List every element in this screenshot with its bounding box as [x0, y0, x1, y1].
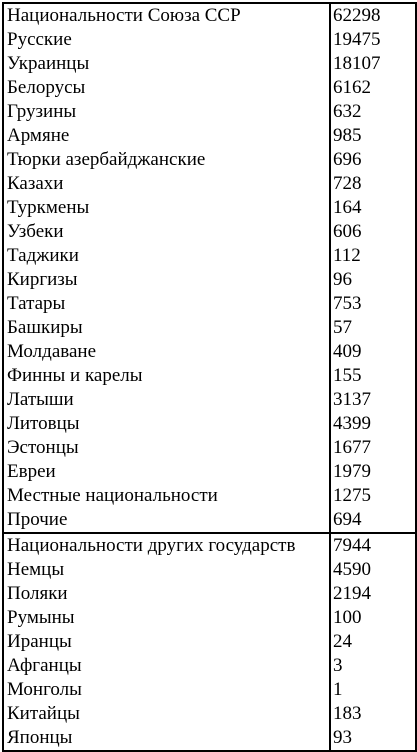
table-row [3, 388, 416, 412]
nationality-name: Узбеки [3, 220, 330, 244]
table-row [3, 606, 416, 630]
nationality-name: Китайцы [3, 702, 330, 726]
nationality-count: 1275 [330, 484, 416, 508]
table-row [3, 364, 416, 388]
nationality-name: Армяне [3, 124, 330, 148]
nationality-name: Казахи [3, 172, 330, 196]
nationality-name: Киргизы [3, 268, 330, 292]
nationality-count: 100 [330, 606, 416, 630]
nationality-count: 93 [330, 726, 416, 751]
nationality-count: 409 [330, 340, 416, 364]
nationality-count: 19475 [330, 28, 416, 52]
group-name: Национальности других государств [3, 533, 330, 558]
nationality-name: Татары [3, 292, 330, 316]
group-header-row [3, 3, 416, 28]
nationality-count: 4590 [330, 558, 416, 582]
nationality-count: 24 [330, 630, 416, 654]
nationality-count: 696 [330, 148, 416, 172]
nationality-name: Афганцы [3, 654, 330, 678]
nationality-count: 1677 [330, 436, 416, 460]
nationality-count: 4399 [330, 412, 416, 436]
table-row [3, 316, 416, 340]
nationality-count: 753 [330, 292, 416, 316]
group-header-row [3, 533, 416, 558]
nationality-count: 183 [330, 702, 416, 726]
nationality-count: 57 [330, 316, 416, 340]
nationality-count: 606 [330, 220, 416, 244]
nationality-name: Украинцы [3, 52, 330, 76]
nationality-count: 694 [330, 508, 416, 533]
table-row [3, 196, 416, 220]
nationality-count: 728 [330, 172, 416, 196]
nationality-count: 155 [330, 364, 416, 388]
table-row [3, 436, 416, 460]
nationality-count: 112 [330, 244, 416, 268]
table-row [3, 76, 416, 100]
table-row [3, 52, 416, 76]
nationality-count: 96 [330, 268, 416, 292]
nationality-name: Латыши [3, 388, 330, 412]
nationalities-table [2, 2, 417, 752]
nationality-name: Евреи [3, 460, 330, 484]
nationality-count: 3 [330, 654, 416, 678]
nationality-name: Финны и карелы [3, 364, 330, 388]
group-total: 62298 [330, 3, 416, 28]
table-row [3, 220, 416, 244]
table-row [3, 582, 416, 606]
nationality-count: 632 [330, 100, 416, 124]
nationality-name: Поляки [3, 582, 330, 606]
nationality-name: Прочие [3, 508, 330, 533]
nationality-count: 3137 [330, 388, 416, 412]
group-total: 7944 [330, 533, 416, 558]
nationality-name: Немцы [3, 558, 330, 582]
nationality-name: Монголы [3, 678, 330, 702]
table-row [3, 726, 416, 751]
nationality-name: Белорусы [3, 76, 330, 100]
nationality-name: Молдаване [3, 340, 330, 364]
nationality-name: Местные национальности [3, 484, 330, 508]
nationality-name: Туркмены [3, 196, 330, 220]
soviet-nationalities-group [3, 3, 416, 533]
table-row [3, 654, 416, 678]
group-name: Национальности Союза ССР [3, 3, 330, 28]
nationality-name: Японцы [3, 726, 330, 751]
table-row [3, 558, 416, 582]
nationality-name: Иранцы [3, 630, 330, 654]
table-row [3, 124, 416, 148]
table-row [3, 630, 416, 654]
table-row [3, 244, 416, 268]
table-row [3, 292, 416, 316]
foreign-nationalities-group [3, 533, 416, 751]
table-row [3, 412, 416, 436]
table-row [3, 148, 416, 172]
table-row [3, 702, 416, 726]
nationality-name: Эстонцы [3, 436, 330, 460]
nationality-count: 164 [330, 196, 416, 220]
nationality-name: Тюрки азербайджанские [3, 148, 330, 172]
nationality-count: 6162 [330, 76, 416, 100]
table-row [3, 460, 416, 484]
table-row [3, 484, 416, 508]
nationality-count: 985 [330, 124, 416, 148]
nationality-name: Русские [3, 28, 330, 52]
table-row [3, 678, 416, 702]
table-row [3, 508, 416, 533]
nationality-count: 1 [330, 678, 416, 702]
table-row [3, 172, 416, 196]
nationality-name: Грузины [3, 100, 330, 124]
nationality-count: 1979 [330, 460, 416, 484]
nationality-name: Таджики [3, 244, 330, 268]
table-row [3, 268, 416, 292]
nationality-count: 2194 [330, 582, 416, 606]
table-row [3, 100, 416, 124]
nationality-name: Литовцы [3, 412, 330, 436]
nationality-name: Румыны [3, 606, 330, 630]
table-row [3, 340, 416, 364]
nationality-name: Башкиры [3, 316, 330, 340]
nationality-count: 18107 [330, 52, 416, 76]
table-row [3, 28, 416, 52]
